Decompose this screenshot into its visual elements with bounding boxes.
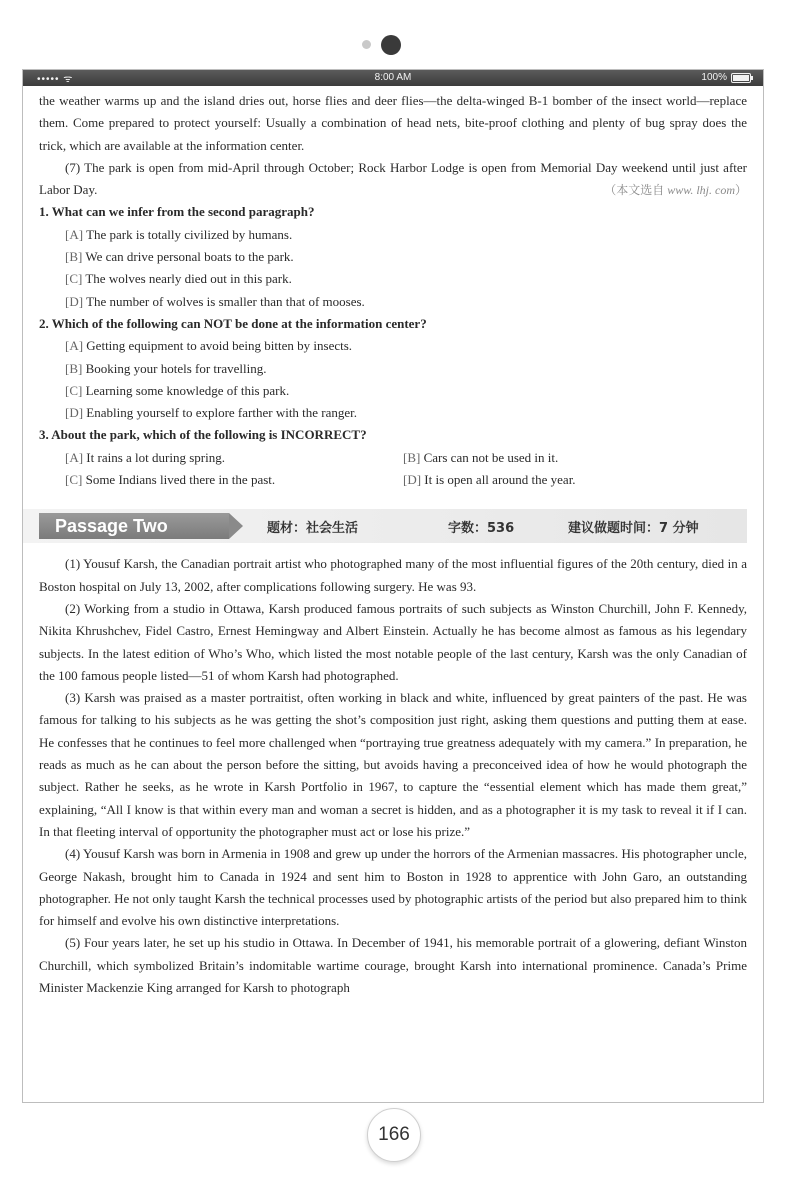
- passage2-paragraph-2: (2) Working from a studio in Ottawa, Karsh produced famous portraits of such subjects as Winston Churchill, John F. Kennedy, Nikita Khrushchev, Fidel Castro, Ernest Hemingway and Albert Einstein. Actually he has become almost as famous as his legendary subjects. In the latest edition of Who’s Who, which listed the most notable people of the last century, Karsh was the only Canadian of the 100 famous people listed—51 of whom Karsh had photographed.: [39, 600, 747, 683]
- passage2-paragraph-1: (1) Yousuf Karsh, the Canadian portrait artist who photographed many of the most influential figures of the 20th century, died in a Boston hospital on July 13, 2002, after complications following surgery. He was 93.: [39, 556, 747, 594]
- source-note: （本文选自 www. lhj. com）: [604, 183, 747, 198]
- option-d[interactable]: [D] It is open all around the year.: [403, 472, 576, 488]
- option-row: [39, 447, 747, 469]
- paragraph-7-text: (7) The park is open from mid-April through October; Rock Harbor Lodge is open from Memorial Day weekend until just after Labor Day.: [39, 159, 747, 198]
- battery-percent: 100%: [701, 72, 727, 83]
- option-a[interactable]: [A] It rains a lot during spring.: [65, 449, 225, 465]
- question-stem: 2. Which of the following can NOT be done at the information center?: [39, 315, 427, 331]
- device-camera: [0, 35, 800, 55]
- option-d[interactable]: [D] Enabling yourself to explore farther with the ranger.: [65, 405, 358, 421]
- tablet-screen: [22, 69, 764, 1103]
- status-time: 8:00 AM: [374, 72, 412, 83]
- question-3: [39, 424, 747, 491]
- camera-lens: [381, 35, 401, 55]
- option-row: [39, 469, 747, 491]
- option-b[interactable]: [B] Booking your hotels for travelling.: [65, 360, 267, 376]
- option-d[interactable]: [D] The number of wolves is smaller than that of mooses.: [65, 293, 365, 309]
- passage2-paragraph-5: (5) Four years later, he set up his studio in Ottawa. In December of 1941, his memorable portrait of a glowering, defiant Winston Churchill, which symbolized Britain’s indomitable wartime courage, brought Karsh into international prominence. Canada’s Prime Minister Mackenzie King arranged for Karsh to photograph: [39, 935, 747, 995]
- arrow-icon: [229, 513, 243, 539]
- option-a[interactable]: [A] Getting equipment to avoid being bitten by insects.: [65, 338, 353, 354]
- passage-topic: 题材：社会生活: [267, 521, 359, 537]
- option-c[interactable]: [C] The wolves nearly died out in this park.: [65, 271, 292, 287]
- option-b[interactable]: [B] Cars can not be used in it.: [403, 449, 559, 465]
- passage2-paragraph-4: (4) Yousuf Karsh was born in Armenia in 1908 and grew up under the horrors of the Armenian massacres. His photographer uncle, George Nakash, brought him to Canada in 1924 and sent him to Boston in 1928 to apprentice with John Garo, an outstanding photographer. He not only taught Karsh the technical processes used by photographic artists of the period but also prepared him to think for himself and evolve his own distinctive interpretations.: [39, 846, 747, 929]
- passage-banner: [23, 509, 747, 543]
- sensor-dot: [362, 40, 371, 49]
- passage1-paragraph-7: [39, 157, 747, 202]
- option-c[interactable]: [C] Some Indians lived there in the past.: [65, 472, 276, 488]
- option-a[interactable]: [A] The park is totally civilized by humans.: [65, 226, 293, 242]
- question-2: [39, 313, 747, 424]
- option-c[interactable]: [C] Learning some knowledge of this park.: [65, 382, 290, 398]
- source-site: www. lhj. com: [667, 183, 735, 198]
- signal-icon: ••••• ᯤ: [37, 74, 74, 85]
- passage-title: Passage Two: [39, 513, 229, 539]
- passage2-paragraph-3: (3) Karsh was praised as a master portraitist, often working in black and white, influenced by great painters of the past. He was famous for talking to his subjects as he was getting the shot’s composition just right, asking them questions and putting them at ease. He confesses that he continues to feel more challenged when “portraying true greatness adequately with my camera.” In preparation, he reads as much as he can about the person before the sitting, but avoids having a preconceived idea of how he would photograph the subject. Rather he seeks, as he wrote in Karsh Portfolio in 1967, to capture the “essential element which has made them great,” explaining, “All I know is that within every man and woman a secret is hidden, and as a photographer it is my task to reveal it if I can. In that fleeting interval of opportunity the photographer must act or lose his prize.”: [39, 690, 747, 839]
- passage1-paragraph-6-end: the weather warms up and the island dries out, horse flies and deer flies—the delta-winged B-1 bomber of the insect world—replace them. Come prepared to protect yourself: Usually a combination of head nets, bite-proof clothing and plenty of bug spray does the trick, which are available at the information center.: [39, 93, 747, 153]
- question-stem: 3. About the park, which of the following is INCORRECT?: [39, 427, 367, 443]
- question-1: [39, 201, 747, 312]
- question-stem: 1. What can we infer from the second paragraph?: [39, 204, 315, 220]
- suggested-time: 建议做题时间：7 分钟: [568, 521, 699, 537]
- battery-icon: [731, 73, 751, 83]
- word-count: 字数：536: [448, 521, 515, 537]
- option-b[interactable]: [B] We can drive personal boats to the park.: [65, 249, 294, 265]
- page-content: [23, 86, 763, 999]
- battery-status: [701, 72, 751, 83]
- status-bar: [23, 70, 763, 86]
- page-number: 166: [367, 1108, 421, 1162]
